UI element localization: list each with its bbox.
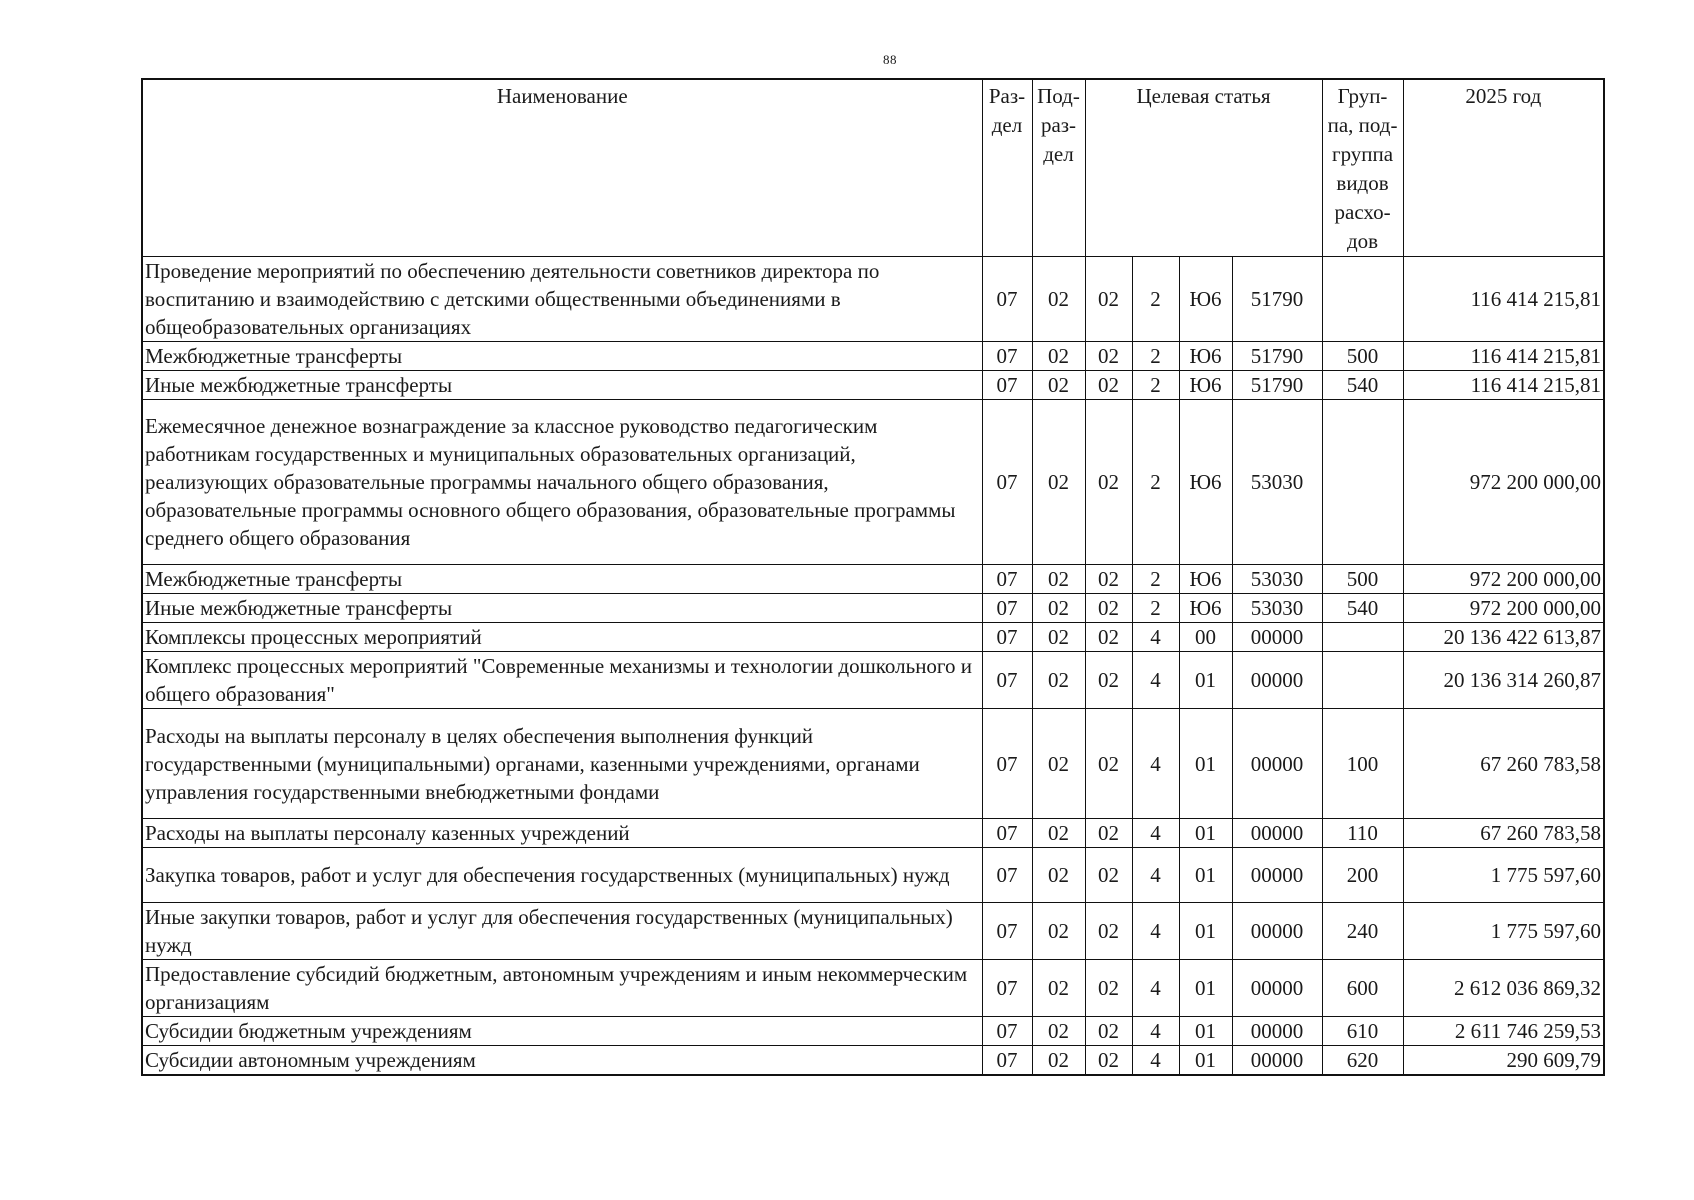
row-group: 540 [1322,371,1403,400]
header-year: 2025 год [1403,79,1604,257]
row-name: Субсидии автономным учреждениям [142,1046,982,1076]
table-row [142,342,1604,371]
row-razdel: 07 [982,819,1032,848]
table-row [142,1046,1604,1076]
table-row [142,848,1604,903]
row-group [1322,400,1403,565]
row-razdel: 07 [982,709,1032,819]
row-target-2: 2 [1132,565,1179,594]
header-name: Наименование [142,79,982,257]
row-podrazdel: 02 [1032,709,1085,819]
row-razdel: 07 [982,594,1032,623]
row-podrazdel: 02 [1032,903,1085,960]
row-name: Иные межбюджетные трансферты [142,371,982,400]
row-podrazdel: 02 [1032,565,1085,594]
row-target-3: Ю6 [1179,371,1232,400]
row-group [1322,652,1403,709]
row-target-1: 02 [1085,903,1132,960]
row-podrazdel: 02 [1032,1046,1085,1076]
row-target-4: 51790 [1232,371,1322,400]
row-razdel: 07 [982,1046,1032,1076]
header-podrazdel: Под- раз- дел [1032,79,1085,257]
table-row [142,371,1604,400]
row-target-1: 02 [1085,819,1132,848]
row-razdel: 07 [982,342,1032,371]
row-amount: 67 260 783,58 [1403,709,1604,819]
row-target-3: 00 [1179,623,1232,652]
row-target-2: 2 [1132,594,1179,623]
row-group: 100 [1322,709,1403,819]
row-podrazdel: 02 [1032,371,1085,400]
row-podrazdel: 02 [1032,1017,1085,1046]
row-amount: 116 414 215,81 [1403,371,1604,400]
row-target-1: 02 [1085,709,1132,819]
row-target-2: 4 [1132,623,1179,652]
row-target-2: 2 [1132,371,1179,400]
row-razdel: 07 [982,960,1032,1017]
row-target-3: 01 [1179,1046,1232,1076]
row-target-4: 00000 [1232,903,1322,960]
table-row [142,709,1604,819]
row-podrazdel: 02 [1032,257,1085,342]
row-podrazdel: 02 [1032,819,1085,848]
row-target-2: 4 [1132,819,1179,848]
row-name: Закупка товаров, работ и услуг для обеспечения государственных (муниципальных) нужд [142,848,982,903]
row-name: Межбюджетные трансферты [142,565,982,594]
row-target-1: 02 [1085,342,1132,371]
row-name: Иные закупки товаров, работ и услуг для обеспечения государственных (муниципальных) нужд [142,903,982,960]
row-target-3: 01 [1179,709,1232,819]
table-row [142,960,1604,1017]
row-group [1322,623,1403,652]
row-podrazdel: 02 [1032,342,1085,371]
row-amount: 2 611 746 259,53 [1403,1017,1604,1046]
row-target-2: 4 [1132,1017,1179,1046]
table-row [142,565,1604,594]
row-group: 600 [1322,960,1403,1017]
row-razdel: 07 [982,565,1032,594]
row-target-1: 02 [1085,1046,1132,1076]
row-target-4: 00000 [1232,1017,1322,1046]
row-name: Проведение мероприятий по обеспечению деятельности советников директора по воспитанию и взаимодействию с детскими общественными объединениями в общеобразовательных организациях [142,257,982,342]
row-amount: 116 414 215,81 [1403,342,1604,371]
row-group: 610 [1322,1017,1403,1046]
row-target-1: 02 [1085,652,1132,709]
table-row [142,257,1604,342]
row-podrazdel: 02 [1032,623,1085,652]
row-target-4: 51790 [1232,342,1322,371]
row-target-3: Ю6 [1179,400,1232,565]
row-target-4: 53030 [1232,400,1322,565]
row-amount: 67 260 783,58 [1403,819,1604,848]
row-group [1322,257,1403,342]
row-name: Иные межбюджетные трансферты [142,594,982,623]
row-name: Предоставление субсидий бюджетным, автономным учреждениям и иным некоммерческим организациям [142,960,982,1017]
row-target-1: 02 [1085,371,1132,400]
row-target-4: 00000 [1232,709,1322,819]
row-podrazdel: 02 [1032,652,1085,709]
row-target-1: 02 [1085,565,1132,594]
row-target-1: 02 [1085,257,1132,342]
row-podrazdel: 02 [1032,400,1085,565]
row-amount: 1 775 597,60 [1403,848,1604,903]
row-podrazdel: 02 [1032,848,1085,903]
row-name: Расходы на выплаты персоналу в целях обеспечения выполнения функций государственными (муниципальными) органами, казенными учреждениями, органами управления государственными внебюджетными фондами [142,709,982,819]
row-razdel: 07 [982,623,1032,652]
row-target-4: 00000 [1232,623,1322,652]
row-podrazdel: 02 [1032,960,1085,1017]
row-target-3: 01 [1179,903,1232,960]
row-target-2: 4 [1132,903,1179,960]
row-target-3: Ю6 [1179,257,1232,342]
row-target-1: 02 [1085,594,1132,623]
row-name: Межбюджетные трансферты [142,342,982,371]
row-amount: 1 775 597,60 [1403,903,1604,960]
row-amount: 972 200 000,00 [1403,594,1604,623]
table-row [142,623,1604,652]
row-target-2: 4 [1132,848,1179,903]
row-target-1: 02 [1085,623,1132,652]
row-target-2: 4 [1132,709,1179,819]
row-amount: 116 414 215,81 [1403,257,1604,342]
row-group: 500 [1322,342,1403,371]
row-target-4: 00000 [1232,960,1322,1017]
header-target: Целевая статья [1085,79,1322,257]
row-group: 500 [1322,565,1403,594]
row-target-3: 01 [1179,819,1232,848]
row-target-4: 00000 [1232,652,1322,709]
header-group: Груп- па, под- группа видов расхо- дов [1322,79,1403,257]
row-razdel: 07 [982,848,1032,903]
row-target-2: 2 [1132,400,1179,565]
table-row [142,819,1604,848]
row-group: 200 [1322,848,1403,903]
row-target-3: Ю6 [1179,594,1232,623]
row-amount: 20 136 422 613,87 [1403,623,1604,652]
row-target-4: 00000 [1232,819,1322,848]
row-target-1: 02 [1085,400,1132,565]
row-target-1: 02 [1085,960,1132,1017]
row-target-3: 01 [1179,652,1232,709]
row-target-2: 4 [1132,652,1179,709]
row-razdel: 07 [982,257,1032,342]
row-target-3: Ю6 [1179,565,1232,594]
row-amount: 290 609,79 [1403,1046,1604,1076]
row-amount: 972 200 000,00 [1403,565,1604,594]
row-target-1: 02 [1085,1017,1132,1046]
row-podrazdel: 02 [1032,594,1085,623]
row-target-2: 4 [1132,1046,1179,1076]
row-target-4: 53030 [1232,565,1322,594]
row-name: Ежемесячное денежное вознаграждение за классное руководство педагогическим работникам государственных и муниципальных образовательных организаций, реализующих образовательные программы начального общего образования, образовательные программы основного общего образования, образовательные программы среднего общего образования [142,400,982,565]
row-target-3: Ю6 [1179,342,1232,371]
row-target-3: 01 [1179,848,1232,903]
row-group: 110 [1322,819,1403,848]
row-name: Комплексы процессных мероприятий [142,623,982,652]
row-group: 540 [1322,594,1403,623]
page-number: 88 [883,52,897,67]
row-name: Комплекс процессных мероприятий "Современные механизмы и технологии дошкольного и общего образования" [142,652,982,709]
row-group: 240 [1322,903,1403,960]
table-body [142,257,1604,1076]
row-target-4: 00000 [1232,1046,1322,1076]
row-razdel: 07 [982,371,1032,400]
row-razdel: 07 [982,652,1032,709]
row-amount: 20 136 314 260,87 [1403,652,1604,709]
header-razdel: Раз- дел [982,79,1032,257]
row-target-1: 02 [1085,848,1132,903]
row-target-3: 01 [1179,960,1232,1017]
row-target-4: 00000 [1232,848,1322,903]
row-target-4: 53030 [1232,594,1322,623]
row-target-2: 2 [1132,342,1179,371]
row-target-4: 51790 [1232,257,1322,342]
table-row [142,652,1604,709]
row-target-2: 2 [1132,257,1179,342]
row-amount: 972 200 000,00 [1403,400,1604,565]
row-razdel: 07 [982,1017,1032,1046]
header-row [142,79,1604,257]
row-razdel: 07 [982,400,1032,565]
row-razdel: 07 [982,903,1032,960]
table-row [142,903,1604,960]
table-row [142,594,1604,623]
row-target-2: 4 [1132,960,1179,1017]
row-name: Субсидии бюджетным учреждениям [142,1017,982,1046]
budget-table [141,78,1605,1076]
row-target-3: 01 [1179,1017,1232,1046]
table-row [142,400,1604,565]
table-row [142,1017,1604,1046]
row-name: Расходы на выплаты персоналу казенных учреждений [142,819,982,848]
row-group: 620 [1322,1046,1403,1076]
row-amount: 2 612 036 869,32 [1403,960,1604,1017]
